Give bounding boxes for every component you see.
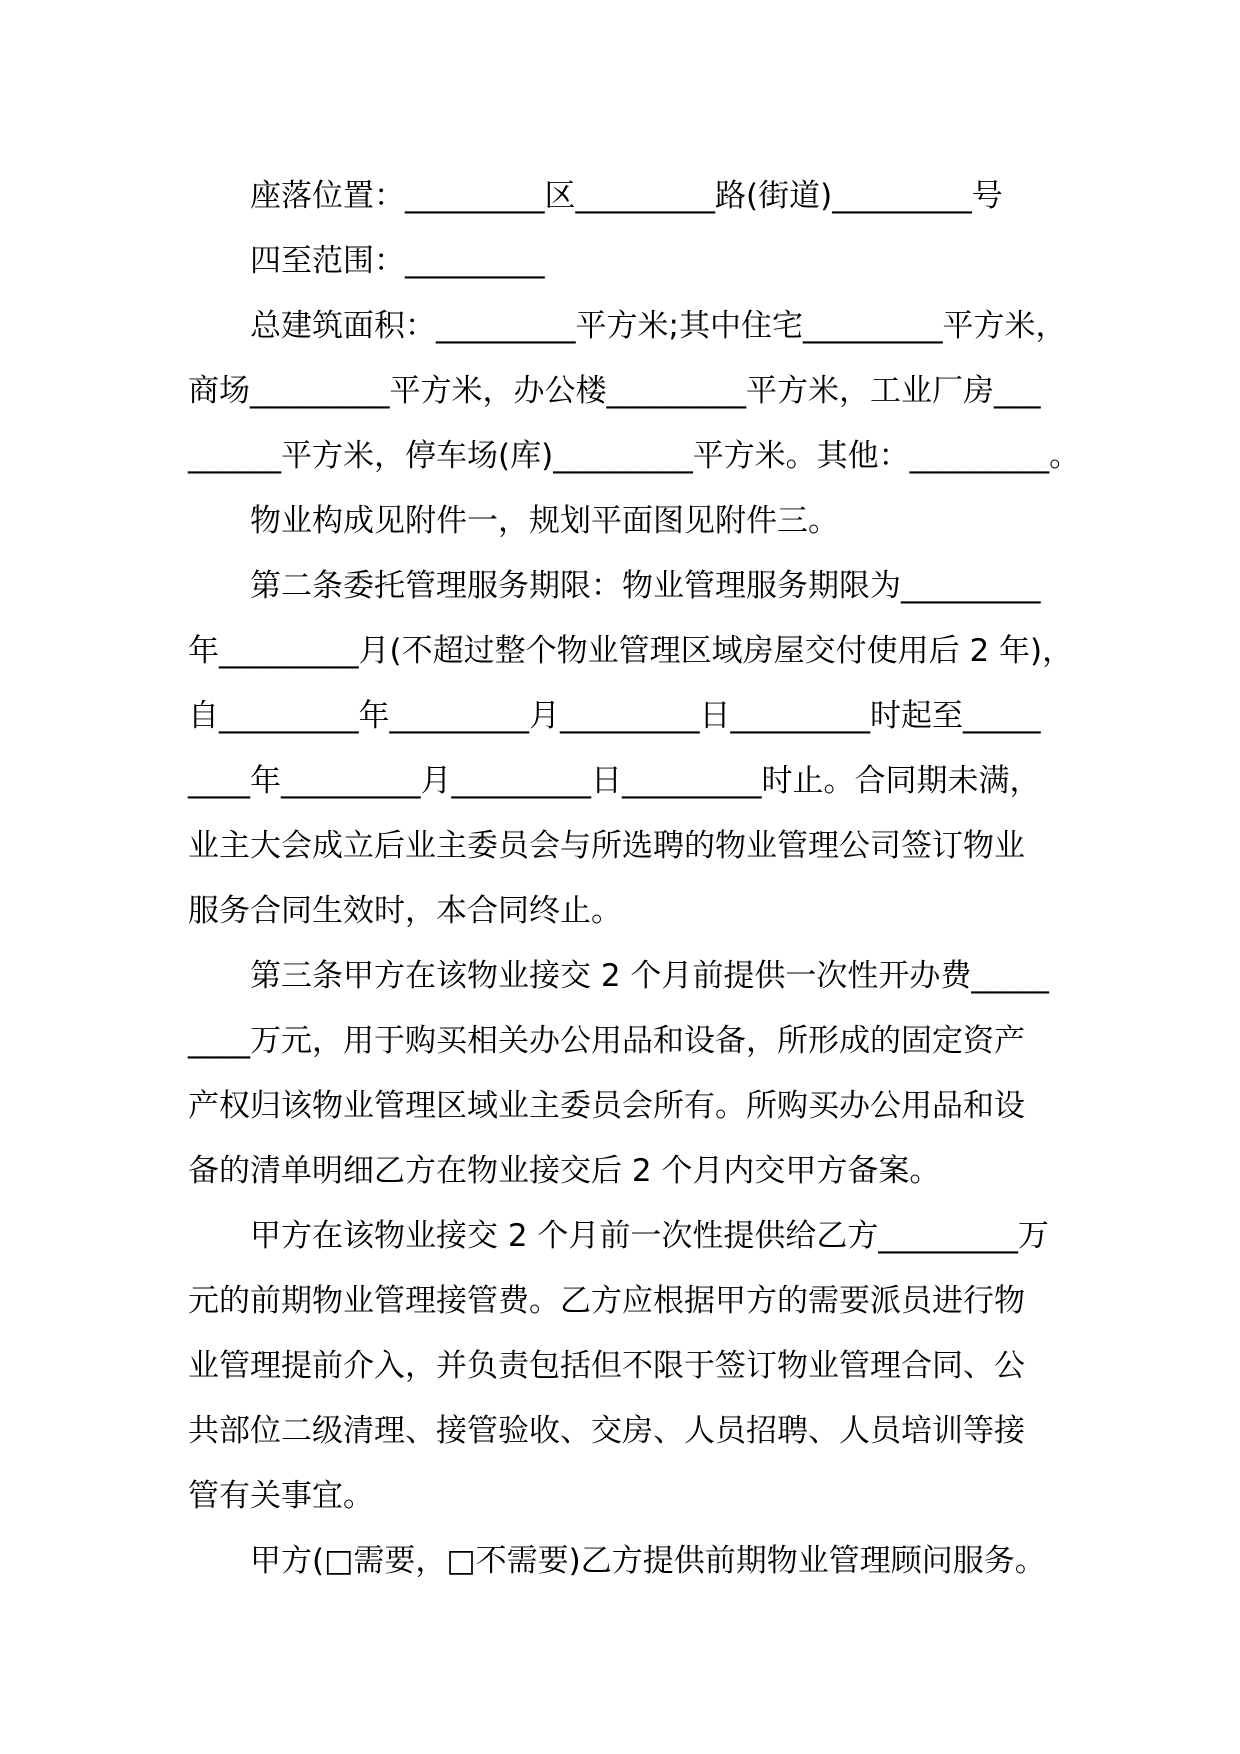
article-2-line: 自_________年_________月_________日_________时起至_____ — [188, 698, 1041, 734]
area-breakdown-line-cont: ______平方米，停车场(库)_________平方米。其他：_________。 — [188, 438, 1081, 474]
location-line: 座落位置：_________区_________路(街道)_________号 — [250, 178, 1003, 214]
article-2-heading: 第二条委托管理服务期限：物业管理服务期限为_________ — [250, 568, 1041, 604]
consulting-service-option: 甲方(□需要，□不需要)乙方提供前期物业管理顾问服务。 — [250, 1543, 1046, 1579]
contract-text — [188, 164, 1088, 1594]
article-3-line: 产权归该物业管理区域业主委员会所有。所购买办公用品和设 — [188, 1088, 1025, 1124]
boundary-line: 四至范围：_________ — [250, 243, 545, 279]
takeover-fee-paragraph: 甲方在该物业接交 2 个月前一次性提供给乙方_________万 — [250, 1218, 1049, 1254]
article-3-heading: 第三条甲方在该物业接交 2 个月前提供一次性开办费_____ — [250, 958, 1049, 994]
article-3-line: 备的清单明细乙方在物业接交后 2 个月内交甲方备案。 — [188, 1153, 941, 1189]
attachment-note: 物业构成见附件一，规划平面图见附件三。 — [250, 503, 839, 539]
article-2-line: ____年_________月_________日_________时止。合同期未满， — [188, 763, 1041, 799]
takeover-fee-line: 业管理提前介入，并负责包括但不限于签订物业管理合同、公 — [188, 1348, 1025, 1384]
article-2-line: 年_________月(不超过整个物业管理区域房屋交付使用后 2 年)， — [188, 633, 1074, 669]
area-breakdown-line: 商场_________平方米，办公楼_________平方米，工业厂房___ — [188, 373, 1041, 409]
article-2-line: 服务合同生效时，本合同终止。 — [188, 893, 622, 929]
takeover-fee-line: 管有关事宜。 — [188, 1478, 374, 1514]
total-area-line: 总建筑面积：_________平方米;其中住宅_________平方米， — [250, 308, 1067, 344]
article-3-line: ____万元，用于购买相关办公用品和设备，所形成的固定资产 — [188, 1023, 1025, 1059]
article-2-line: 业主大会成立后业主委员会与所选聘的物业管理公司签订物业 — [188, 828, 1025, 864]
takeover-fee-line: 元的前期物业管理接管费。乙方应根据甲方的需要派员进行物 — [188, 1283, 1025, 1319]
takeover-fee-line: 共部位二级清理、接管验收、交房、人员招聘、人员培训等接 — [188, 1413, 1025, 1449]
